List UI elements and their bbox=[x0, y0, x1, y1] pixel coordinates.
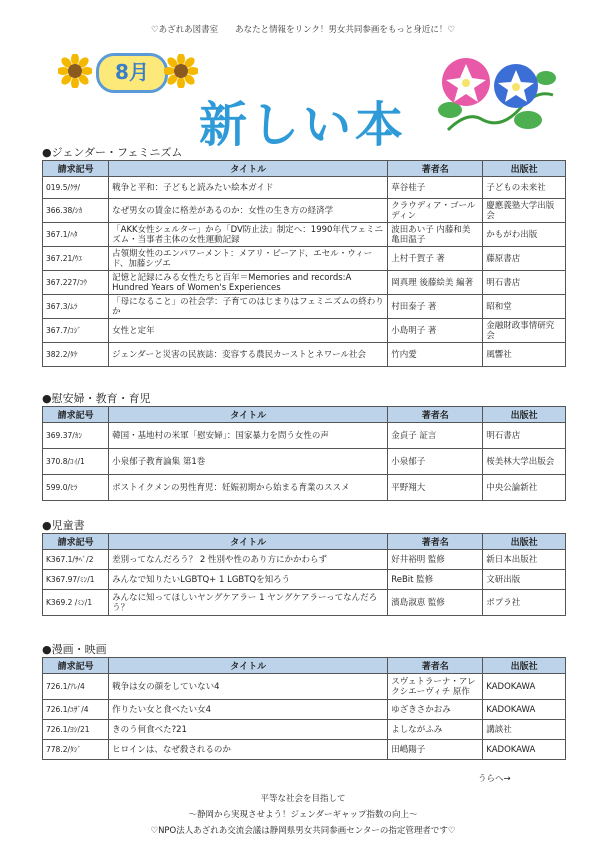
book-title: 戦争と平和：子どもと読みたい絵本ガイド bbox=[109, 177, 388, 199]
table-row bbox=[43, 423, 566, 449]
table-row bbox=[43, 223, 566, 247]
book-publisher: 金融財政事情研究会 bbox=[483, 319, 566, 343]
table-row bbox=[43, 590, 566, 616]
book-publisher: 明石書店 bbox=[483, 271, 566, 295]
book-author: 好井裕明 監修 bbox=[388, 550, 483, 570]
book-title: 「母になること」の社会学：子育てのはじまりはフェミニズムの終わりか bbox=[109, 295, 388, 319]
turn-over-note: うらへ→ bbox=[478, 774, 511, 784]
book-title: 小泉郁子教育論集 第1巻 bbox=[109, 449, 388, 475]
section-childrens-books bbox=[42, 519, 566, 616]
book-title: 占領期女性のエンパワーメント：メアリ・ビーアド、エセル・ウィード、加藤シヅエ bbox=[109, 247, 388, 271]
book-author: 濱島淑恵 監修 bbox=[388, 590, 483, 616]
table-row bbox=[43, 550, 566, 570]
book-author: 岡真理 後藤絵美 編著 bbox=[388, 271, 483, 295]
book-author: 金貞子 証言 bbox=[388, 423, 483, 449]
call-number: 367.1/ﾊﾀ bbox=[43, 223, 109, 247]
book-publisher: KADOKAWA bbox=[483, 740, 566, 760]
col-header-publisher: 出版社 bbox=[483, 534, 566, 550]
col-header-call: 請求記号 bbox=[43, 658, 109, 674]
book-title: ポストイクメンの男性育児：妊娠初期から始まる育業のススメ bbox=[109, 475, 388, 501]
book-publisher: 桜美林大学出版会 bbox=[483, 449, 566, 475]
sunflower-icon bbox=[58, 54, 92, 88]
table-row bbox=[43, 319, 566, 343]
book-author: 小島明子 著 bbox=[388, 319, 483, 343]
table-row bbox=[43, 343, 566, 367]
book-title: みんなに知ってほしいヤングケアラー 1 ヤングケアラーってなんだろう？ bbox=[109, 590, 388, 616]
call-number: K367.1/ｻﾍﾞ/2 bbox=[43, 550, 109, 570]
book-publisher: ポプラ社 bbox=[483, 590, 566, 616]
section-comfort-women-education bbox=[42, 392, 566, 501]
table-row bbox=[43, 271, 566, 295]
book-author: 波田あい子 内藤和美 亀田温子 bbox=[388, 223, 483, 247]
book-publisher: 慶應義塾大学出版会 bbox=[483, 199, 566, 223]
book-author: 小泉郁子 bbox=[388, 449, 483, 475]
col-header-title: タイトル bbox=[109, 161, 388, 177]
book-title: ヒロインは、なぜ殺されるのか bbox=[109, 740, 388, 760]
col-header-title: タイトル bbox=[109, 534, 388, 550]
table-row bbox=[43, 295, 566, 319]
table-row bbox=[43, 674, 566, 700]
call-number: 367.21/ｳｴ bbox=[43, 247, 109, 271]
book-publisher: かもがわ出版 bbox=[483, 223, 566, 247]
book-author: 草谷桂子 bbox=[388, 177, 483, 199]
book-publisher: 新日本出版社 bbox=[483, 550, 566, 570]
book-title: 戦争は女の顔をしていない4 bbox=[109, 674, 388, 700]
call-number: 367.3/ﾑﾗ bbox=[43, 295, 109, 319]
header-tagline: ♡あざれあ図書室 あなたと情報をリンク！男女共同参画をもっと身近に！♡ bbox=[150, 25, 456, 35]
section-manga-film bbox=[42, 643, 566, 760]
call-number: 726.1/ｱﾚ/4 bbox=[43, 674, 109, 700]
book-publisher: 藤原書店 bbox=[483, 247, 566, 271]
book-title: きのう何食べた?21 bbox=[109, 720, 388, 740]
col-header-title: タイトル bbox=[109, 658, 388, 674]
book-publisher: 明石書店 bbox=[483, 423, 566, 449]
sunflower-icon bbox=[164, 54, 198, 88]
month-badge: 8月 bbox=[96, 53, 168, 93]
book-table bbox=[42, 533, 566, 616]
book-author: 竹内愛 bbox=[388, 343, 483, 367]
call-number: 726.1/ﾖｼ/21 bbox=[43, 720, 109, 740]
col-header-author: 著者名 bbox=[388, 534, 483, 550]
book-title: 作りたい女と食べたい女4 bbox=[109, 700, 388, 720]
col-header-call: 請求記号 bbox=[43, 407, 109, 423]
call-number: 778.2/ﾀｼﾞ bbox=[43, 740, 109, 760]
section-title: ●慰安婦・教育・育児 bbox=[42, 392, 151, 405]
footer-line-2: ～静岡から実現させよう！ジェンダーギャップ指数の向上～ bbox=[188, 810, 418, 820]
footer-line-1: 平等な社会を目指して bbox=[260, 794, 346, 804]
page-title: 新しい本 bbox=[198, 97, 407, 153]
col-header-call: 請求記号 bbox=[43, 161, 109, 177]
book-publisher: KADOKAWA bbox=[483, 700, 566, 720]
call-number: K367.97/ﾐﾝ/1 bbox=[43, 570, 109, 590]
book-publisher: 中央公論新社 bbox=[483, 475, 566, 501]
book-publisher: KADOKAWA bbox=[483, 674, 566, 700]
footer-line-3: ♡NPO法人あざれあ交流会議は静岡県男女共同参画センターの指定管理者です♡ bbox=[150, 826, 456, 836]
book-title: みんなで知りたいLGBTQ+ 1 LGBTQを知ろう bbox=[109, 570, 388, 590]
morning-glory-icon bbox=[428, 50, 558, 138]
book-publisher: 文研出版 bbox=[483, 570, 566, 590]
book-title: 記憶と記録にみる女性たちと百年＝Memories and records:A Hundred Years of Women's Experiences bbox=[109, 271, 388, 295]
call-number: 369.37/ｶﾝ bbox=[43, 423, 109, 449]
book-author: よしながふみ bbox=[388, 720, 483, 740]
section-title: ●ジェンダー・フェミニズム bbox=[42, 146, 183, 159]
table-row bbox=[43, 199, 566, 223]
col-header-publisher: 出版社 bbox=[483, 658, 566, 674]
book-author: ゆざきさかおみ bbox=[388, 700, 483, 720]
book-author: ReBit 監修 bbox=[388, 570, 483, 590]
col-header-publisher: 出版社 bbox=[483, 407, 566, 423]
call-number: 367.227/ｺｳ bbox=[43, 271, 109, 295]
book-title: 女性と定年 bbox=[109, 319, 388, 343]
book-publisher: 子どもの未来社 bbox=[483, 177, 566, 199]
col-header-call: 請求記号 bbox=[43, 534, 109, 550]
book-author: 上村千賀子 著 bbox=[388, 247, 483, 271]
book-table bbox=[42, 657, 566, 760]
section-gender-feminism bbox=[42, 146, 566, 367]
book-author: 村田泰子 著 bbox=[388, 295, 483, 319]
call-number: 370.8/ｺｲ/1 bbox=[43, 449, 109, 475]
col-header-author: 著者名 bbox=[388, 407, 483, 423]
book-author: クラウディア・ゴールディン bbox=[388, 199, 483, 223]
book-table bbox=[42, 160, 566, 367]
call-number: 367.7/ｺｼﾞ bbox=[43, 319, 109, 343]
book-author: 平野翔大 bbox=[388, 475, 483, 501]
table-row bbox=[43, 740, 566, 760]
book-title: なぜ男女の賃金に格差があるのか：女性の生き方の経済学 bbox=[109, 199, 388, 223]
section-title: ●漫画・映画 bbox=[42, 643, 107, 656]
book-title: 「AKK女性シェルター」から「DV防止法」制定へ：1990年代フェミニズム・当事者主体の女性運動記録 bbox=[109, 223, 388, 247]
call-number: 726.1/ﾕｻﾞ/4 bbox=[43, 700, 109, 720]
col-header-title: タイトル bbox=[109, 407, 388, 423]
book-publisher: 昭和堂 bbox=[483, 295, 566, 319]
table-row bbox=[43, 475, 566, 501]
col-header-author: 著者名 bbox=[388, 161, 483, 177]
book-title: 差別ってなんだろう？ 2 性別や性のあり方にかかわらず bbox=[109, 550, 388, 570]
table-row bbox=[43, 449, 566, 475]
call-number: K369.2 /ﾐﾝ/1 bbox=[43, 590, 109, 616]
table-row bbox=[43, 720, 566, 740]
call-number: 366.38/ｼｶ bbox=[43, 199, 109, 223]
book-publisher: 講談社 bbox=[483, 720, 566, 740]
table-row bbox=[43, 177, 566, 199]
table-row bbox=[43, 247, 566, 271]
book-table bbox=[42, 406, 566, 501]
col-header-author: 著者名 bbox=[388, 658, 483, 674]
table-row bbox=[43, 700, 566, 720]
book-publisher: 風響社 bbox=[483, 343, 566, 367]
book-author: 田嶋陽子 bbox=[388, 740, 483, 760]
col-header-publisher: 出版社 bbox=[483, 161, 566, 177]
table-row bbox=[43, 570, 566, 590]
section-title: ●児童書 bbox=[42, 519, 85, 532]
call-number: 382.2/ﾀｹ bbox=[43, 343, 109, 367]
book-title: 韓国・基地村の米軍「慰安婦」：国家暴力を問う女性の声 bbox=[109, 423, 388, 449]
book-author: スヴェトラーナ・アレクシエーヴィチ 原作 bbox=[388, 674, 483, 700]
call-number: 599.0/ﾋﾗ bbox=[43, 475, 109, 501]
book-title: ジェンダーと災害の民族誌：変容する農民カーストとネワール社会 bbox=[109, 343, 388, 367]
call-number: 019.5/ｸｻ/ bbox=[43, 177, 109, 199]
